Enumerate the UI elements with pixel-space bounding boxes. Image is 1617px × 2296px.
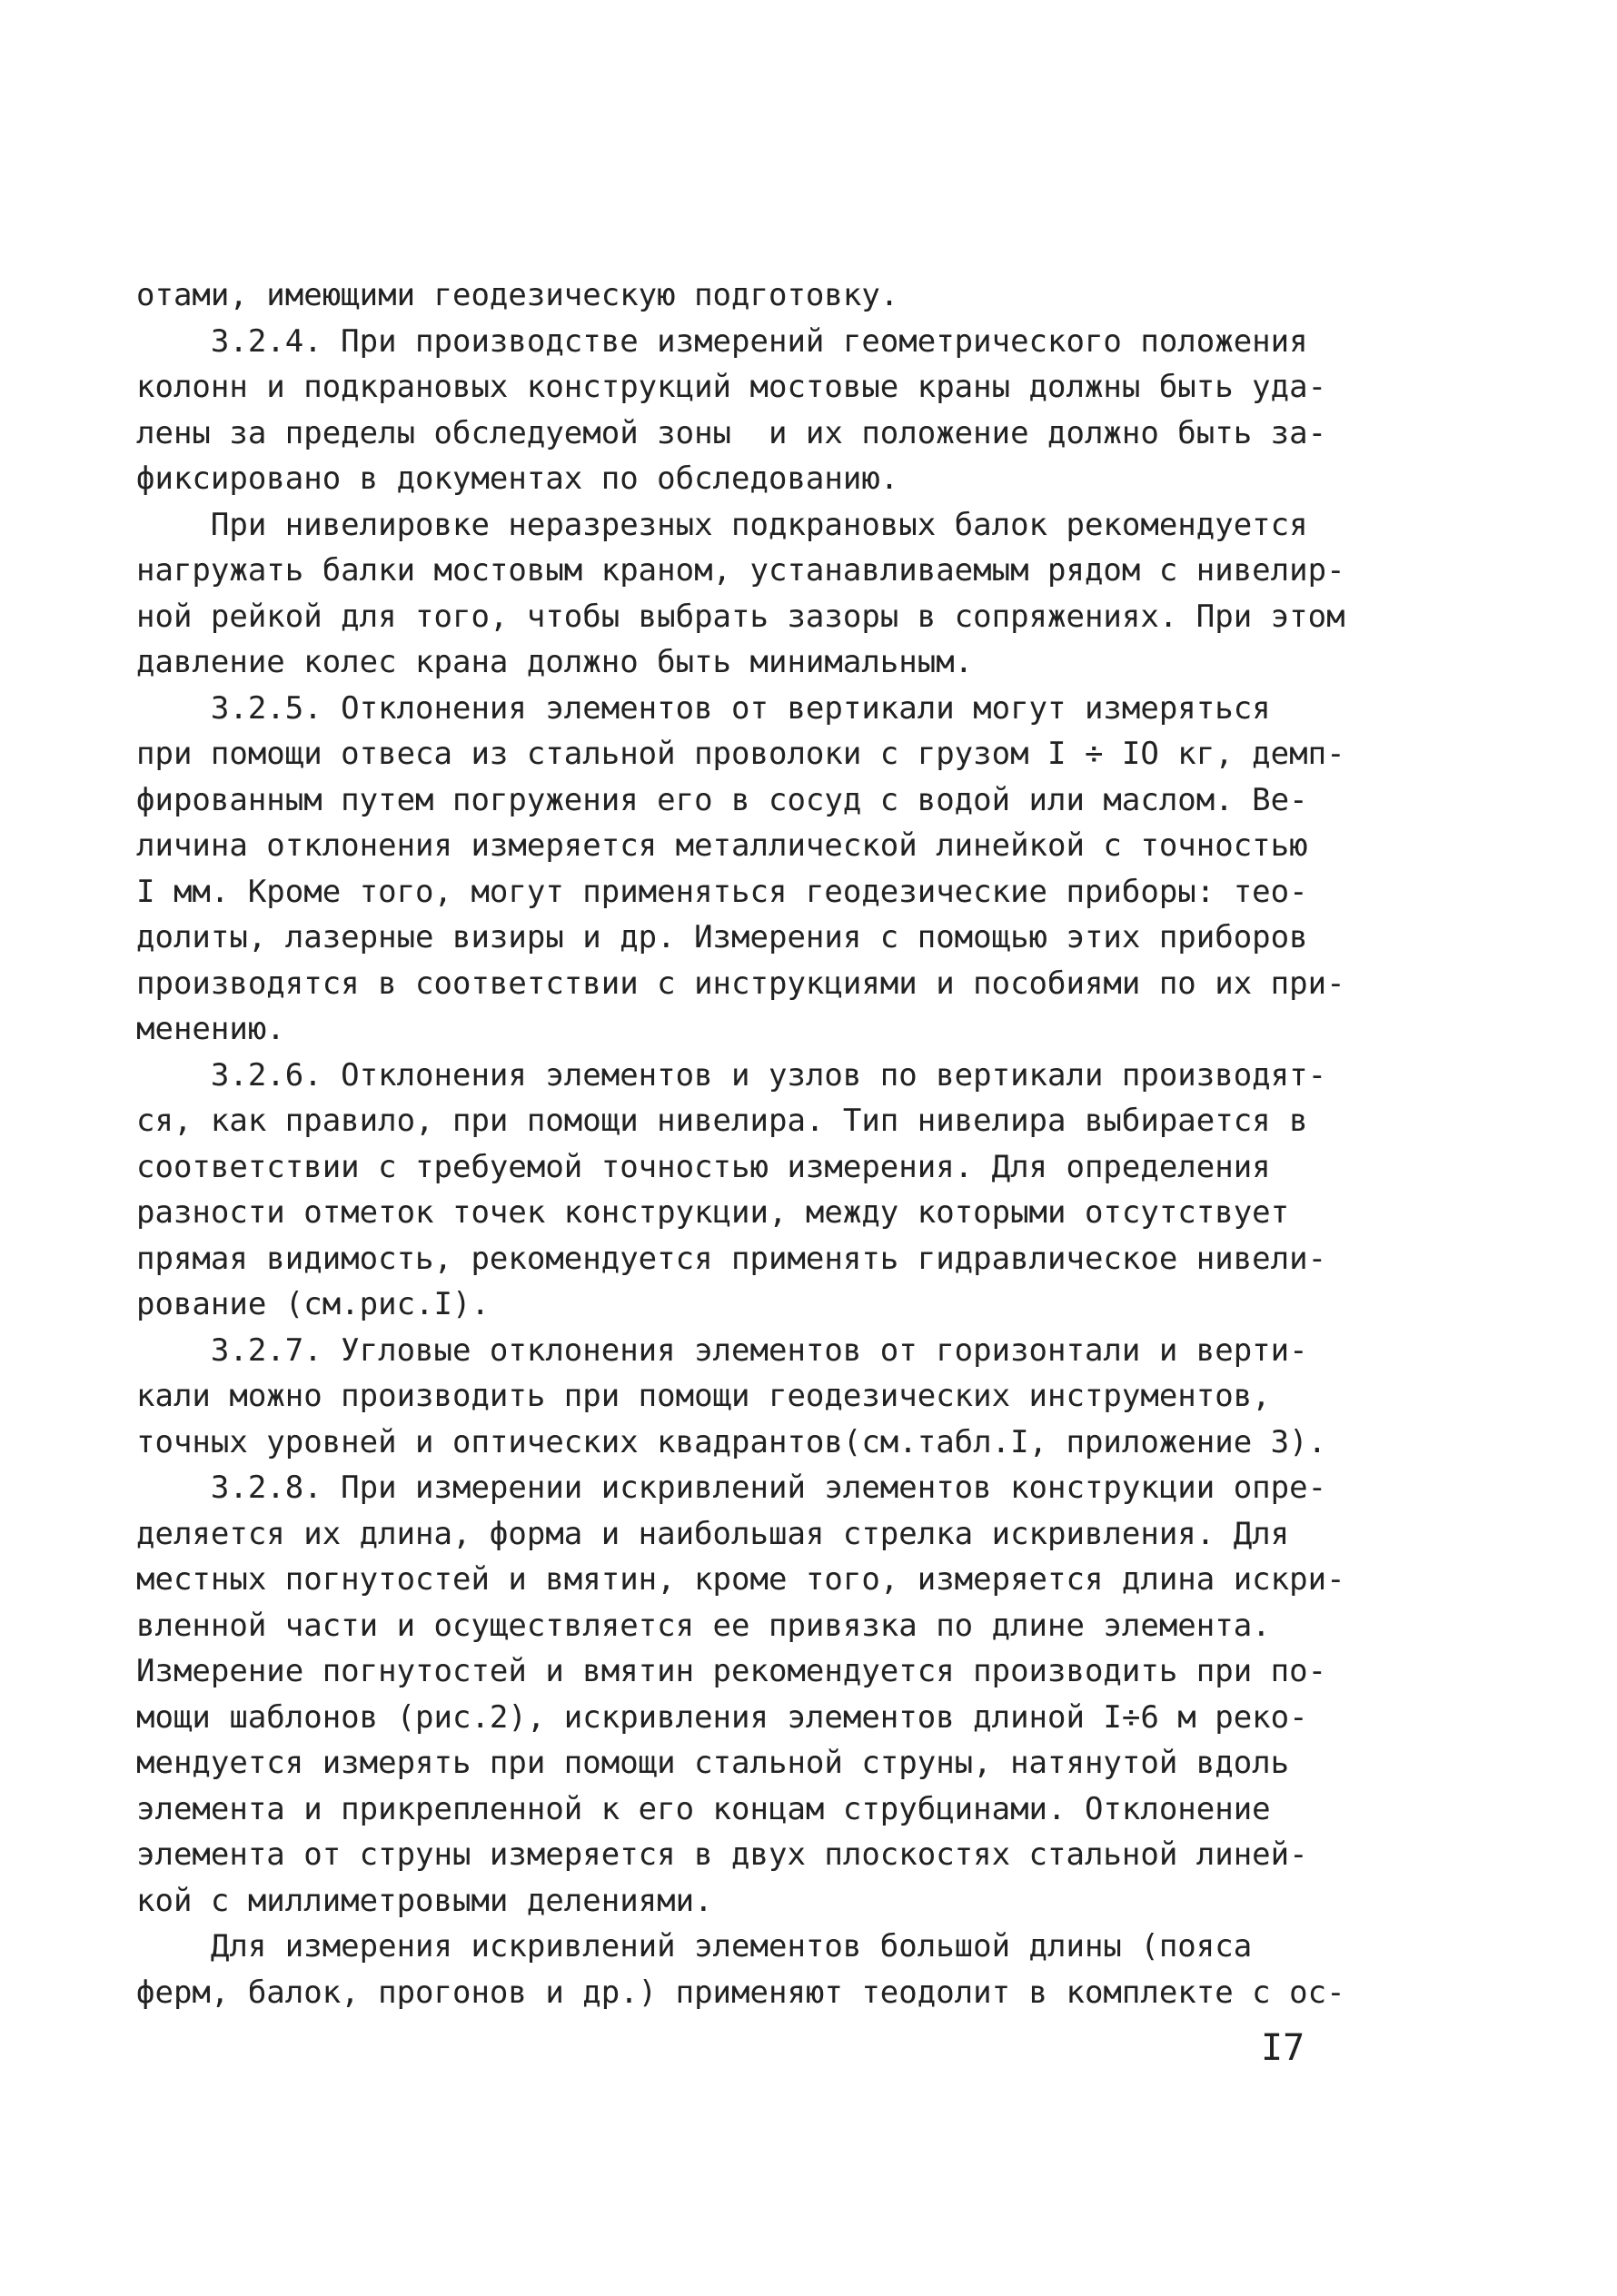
text-line: Измерение погнутостей и вмятин рекомендуется производить при по- bbox=[136, 1653, 1327, 1689]
text-line: ся, как правило, при помощи нивелира. Тип нивелира выбирается в bbox=[136, 1103, 1308, 1139]
text-line: менению. bbox=[136, 1011, 285, 1047]
text-line: фиксировано в документах по обследованию. bbox=[136, 460, 899, 497]
text-line: рование (см.рис.I). bbox=[136, 1286, 490, 1322]
text-line: При нивелировке неразрезных подкрановых балок рекомендуется bbox=[136, 506, 1308, 543]
text-line: 3.2.5. Отклонения элементов от вертикали могут измеряться bbox=[136, 689, 1271, 727]
text-line: вленной части и осуществляется ее привязка по длине элемента. bbox=[136, 1607, 1271, 1644]
text-line: при помощи отвеса из стальной проволоки с грузом I ÷ IO кг, демп- bbox=[136, 736, 1345, 772]
text-line: разности отметок точек конструкции, между которыми отсутствует bbox=[136, 1194, 1290, 1231]
body-text bbox=[136, 272, 1372, 2015]
text-line: местных погнутостей и вмятин, кроме того, измеряется длина искри- bbox=[136, 1561, 1345, 1598]
text-line: кой с миллиметровыми делениями. bbox=[136, 1882, 713, 1919]
text-line: мощи шаблонов (рис.2), искривления элементов длиной I÷6 м реко- bbox=[136, 1698, 1308, 1736]
text-line: деляется их длина, форма и наибольшая стрелка искривления. Для bbox=[136, 1515, 1290, 1552]
text-line: ной рейкой для того, чтобы выбрать зазоры в сопряжениях. При этом bbox=[136, 598, 1345, 635]
text-line: кали можно производить при помощи геодезических инструментов, bbox=[136, 1378, 1271, 1414]
text-line: соответствии с требуемой точностью измерения. Для определения bbox=[136, 1148, 1271, 1185]
text-line: 3.2.8. При измерении искривлений элементов конструкции опре- bbox=[136, 1470, 1327, 1506]
text-line: фированным путем погружения его в сосуд с водой или маслом. Ве- bbox=[136, 781, 1308, 818]
text-line: точных уровней и оптических квадрантов(см.табл.I, приложение 3). bbox=[136, 1423, 1327, 1460]
text-line: долиты, лазерные визиры и др. Измерения с помощью этих приборов bbox=[136, 919, 1308, 955]
text-line: Для измерения искривлений элементов большой длины (пояса bbox=[136, 1928, 1253, 1964]
text-line: элемента и прикрепленной к его концам струбцинами. Отклонение bbox=[136, 1790, 1271, 1827]
text-line: I мм. Кроме того, могут применяться геодезические приборы: тео- bbox=[136, 873, 1308, 910]
text-line: 3.2.4. При производстве измерений геометрического положения bbox=[136, 322, 1308, 360]
text-line: лены за пределы обследуемой зоны и их положение должно быть за- bbox=[136, 414, 1327, 451]
text-line: 3.2.6. Отклонения элементов и узлов по вертикали производят- bbox=[136, 1056, 1327, 1094]
text-line: мендуется измерять при помощи стальной струны, натянутой вдоль bbox=[136, 1745, 1290, 1781]
text-line: производятся в соответствии с инструкциями и пособиями по их при- bbox=[136, 965, 1345, 1002]
text-line: элемента от струны измеряется в двух плоскостях стальной линей- bbox=[136, 1836, 1308, 1873]
text-line: прямая видимость, рекомендуется применять гидравлическое нивели- bbox=[136, 1240, 1327, 1277]
page-number: I7 bbox=[1261, 2027, 1305, 2069]
text-line: ферм, балок, прогонов и др.) применяют теодолит в комплекте с ос- bbox=[136, 1974, 1345, 2011]
text-line: нагружать балки мостовым краном, устанавливаемым рядом с нивелир- bbox=[136, 552, 1345, 589]
text-line: личина отклонения измеряется металлической линейкой с точностью bbox=[136, 827, 1308, 864]
text-line: давление колес крана должно быть минимальным. bbox=[136, 644, 974, 680]
text-line: колонн и подкрановых конструкций мостовые краны должны быть уда- bbox=[136, 369, 1327, 405]
text-line: 3.2.7. Угловые отклонения элементов от горизонтали и верти- bbox=[136, 1331, 1308, 1369]
text-line: отами, имеющими геодезическую подготовку. bbox=[136, 277, 899, 313]
